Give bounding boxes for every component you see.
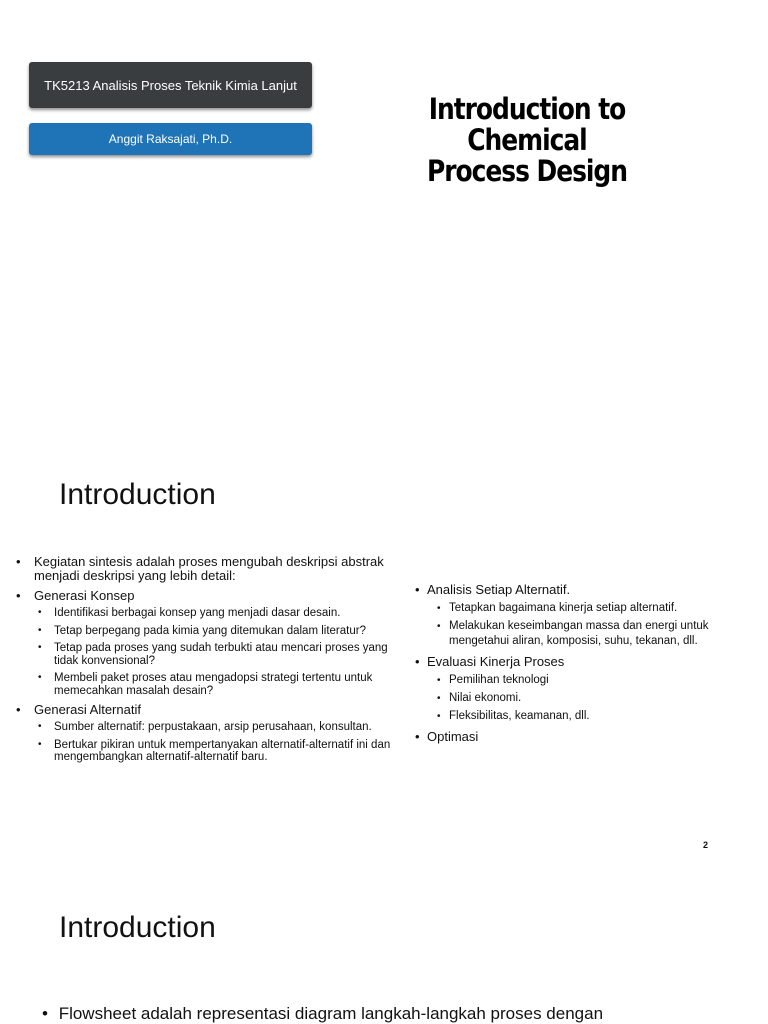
sub-item: • Tetap berpegang pada kimia yang ditemukan dalam literatur? bbox=[34, 625, 394, 638]
bullet-text: Generasi Konsep bbox=[34, 588, 135, 603]
sub-item: • Bertukar pikiran untuk mempertanyakan alternatif-alternatif ini dan mengembangkan alternatif-alternatif baru. bbox=[34, 739, 394, 764]
page-number: 2 bbox=[703, 840, 709, 850]
list-item bbox=[14, 703, 394, 764]
sub-item: • Tetap pada proses yang sudah terbukti atau mencari proses yang tidak konvensional? bbox=[34, 642, 394, 667]
bullet-text: Optimasi bbox=[427, 729, 479, 744]
right-column bbox=[414, 583, 744, 750]
sub-item: • Identifikasi berbagai konsep yang menjadi dasar desain. bbox=[34, 607, 394, 620]
flowsheet-bullet bbox=[42, 1004, 762, 1024]
list-item bbox=[414, 730, 744, 744]
course-label bbox=[29, 62, 312, 108]
list-item bbox=[14, 589, 394, 697]
sub-item: • Melakukan keseimbangan massa dan energi untuk mengetahui aliran, komposisi, suhu, tekanan, dll. bbox=[427, 619, 744, 649]
bullet-text: Evaluasi Kinerja Proses bbox=[427, 654, 565, 669]
bullet-text: Analisis Setiap Alternatif. bbox=[427, 582, 571, 597]
list-item bbox=[414, 655, 744, 724]
author-label bbox=[29, 123, 312, 155]
slide-title-line2: Process Design bbox=[427, 154, 627, 188]
slide2-heading: Introduction bbox=[59, 478, 216, 511]
flowsheet-bullet-text: Flowsheet adalah representasi diagram langkah-langkah proses dengan bbox=[58, 1004, 604, 1023]
sub-item: • Pemilihan teknologi bbox=[427, 673, 744, 688]
slide-title-line1: Introduction to Chemical bbox=[428, 92, 626, 157]
list-item bbox=[14, 555, 394, 583]
bullet-text: Kegiatan sintesis adalah proses mengubah deskripsi abstrak menjadi deskripsi yang lebih detail: bbox=[34, 554, 384, 583]
left-column bbox=[14, 555, 394, 770]
slide-title bbox=[380, 94, 674, 187]
sub-item: • Sumber alternatif: perpustakaan, arsip perusahaan, konsultan. bbox=[34, 721, 394, 734]
sub-item: • Nilai ekonomi. bbox=[427, 691, 744, 706]
slide3-heading: Introduction bbox=[59, 911, 216, 944]
sub-item: • Fleksibilitas, keamanan, dll. bbox=[427, 709, 744, 724]
author-label-text: Anggit Raksajati, Ph.D. bbox=[108, 132, 233, 146]
bullet-text: Generasi Alternatif bbox=[34, 702, 141, 717]
sub-item: • Membeli paket proses atau mengadopsi strategi tertentu untuk memecahkan masalah desain? bbox=[34, 672, 394, 697]
sub-item: • Tetapkan bagaimana kinerja setiap alternatif. bbox=[427, 601, 744, 616]
list-item bbox=[414, 583, 744, 649]
course-label-text: TK5213 Analisis Proses Teknik Kimia Lanjut bbox=[44, 77, 297, 93]
